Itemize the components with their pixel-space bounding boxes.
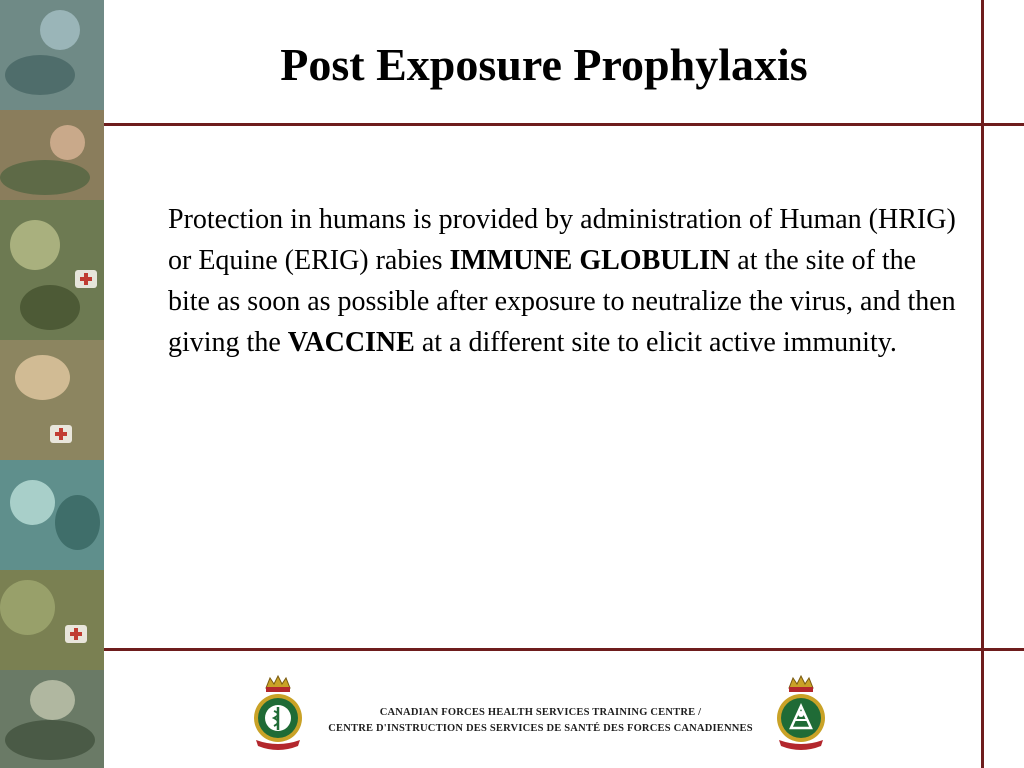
caduceus-crest-icon [248,674,308,752]
body-text-part-2: at the site of the bite as soon as possible after exposure to neutralize the virus, and then giving the [168,245,956,358]
collage-photo-7 [0,670,104,768]
body-text-part-1: Protection in humans is provided by administration of Human (HRIG) or Equine (ERIG) rabies [168,204,956,276]
footer-divider [104,648,1024,651]
collage-photo-1 [0,0,104,110]
collage-photo-4 [0,340,104,460]
photo-collage-strip [0,0,104,768]
footer-line-french: CENTRE D'INSTRUCTION DES SERVICES DE SANTÉ DES FORCES CANADIENNES [328,723,753,734]
vaccine-emphasis: VACCINE [287,327,415,358]
body-text-part-3: at a different site to elicit active immunity. [414,327,897,358]
slide-title: Post Exposure Prophylaxis [280,39,808,90]
collage-photo-3 [0,200,104,340]
training-centre-crest-icon [771,674,831,752]
right-border-line [981,0,984,768]
collage-photo-5 [0,460,104,570]
immune-globulin-emphasis: IMMUNE GLOBULIN [449,245,731,276]
footer-line-english: CANADIAN FORCES HEALTH SERVICES TRAINING CENTRE / [379,707,702,718]
collage-photo-2 [0,110,104,200]
slide-body-text [168,199,958,363]
title-divider [104,123,1024,126]
collage-photo-6 [0,570,104,670]
